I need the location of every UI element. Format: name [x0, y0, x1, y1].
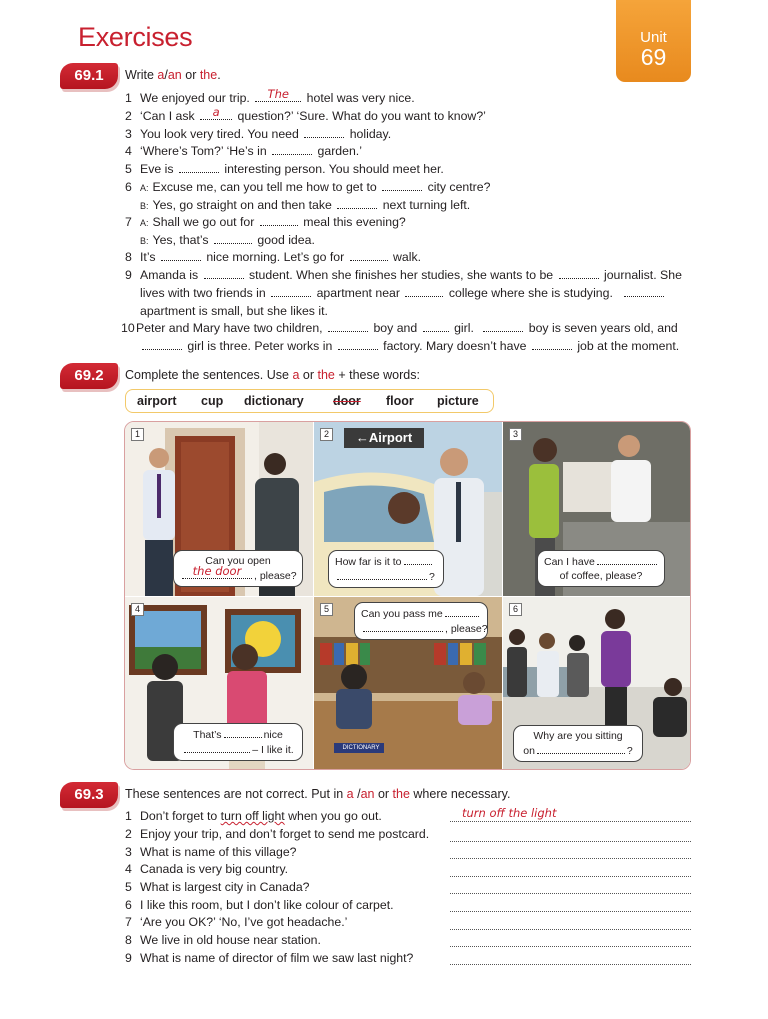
picture-panel: [503, 597, 691, 770]
exercise-line: 7 A: Shall we go out for meal this evening?: [125, 215, 406, 229]
correction-line: 3 What is name of this village?: [125, 845, 297, 859]
answer-blank[interactable]: [161, 250, 201, 261]
exercise-instructions: These sentences are not correct. Put in a /an or the where necessary.: [125, 787, 511, 801]
answer-line[interactable]: [450, 828, 691, 842]
answer-blank[interactable]: [328, 321, 368, 332]
panel-number: 3: [509, 428, 522, 441]
answer-line[interactable]: [450, 933, 691, 947]
picture-panel: [503, 422, 691, 596]
unit-label: Unit: [640, 29, 667, 46]
exercise-line: 1 We enjoyed our trip. The hotel was very nice.: [125, 87, 415, 105]
panel-number: 2: [320, 428, 333, 441]
answer-blank[interactable]: [272, 144, 312, 155]
answer-blank[interactable]: [350, 250, 388, 261]
picture-grid: [124, 421, 691, 770]
correction-line: 6 I like this room, but I don’t like colour of carpet.: [125, 898, 394, 912]
exercise-line: 10Peter and Mary have two children, boy and girl. boy is seven years old, and: [121, 321, 678, 335]
exercise-instructions: Complete the sentences. Use a or the + these words:: [125, 368, 420, 382]
word-item: airport: [137, 394, 177, 408]
correction-line: 5 What is largest city in Canada?: [125, 880, 310, 894]
picture-panel: [314, 597, 502, 770]
answer-blank[interactable]: [271, 286, 311, 297]
answer-blank[interactable]: [338, 339, 378, 350]
speech-bubble: Can I have of coffee, please?: [537, 550, 665, 587]
exercise-badge: 69.3: [60, 782, 118, 808]
exercise-instructions: Write a/an or the.: [125, 68, 221, 82]
word-item: dictionary: [244, 394, 304, 408]
correction-line: 4 Canada is very big country.: [125, 862, 289, 876]
word-item: cup: [201, 394, 224, 408]
answer-blank[interactable]: [260, 215, 298, 226]
answer-line[interactable]: [450, 916, 691, 930]
answer-blank[interactable]: [337, 198, 377, 209]
word-item: picture: [437, 394, 479, 408]
answer-blank[interactable]: The: [255, 91, 301, 102]
word-item: floor: [386, 394, 414, 408]
answer-blank[interactable]: [304, 127, 344, 138]
correction-line: 1 Don’t forget to turn off light when you go out.: [125, 809, 382, 823]
answer-blank[interactable]: [559, 268, 599, 279]
answer-blank[interactable]: [204, 268, 244, 279]
answer-line[interactable]: [450, 880, 691, 894]
answer-blank[interactable]: [382, 180, 422, 191]
page-title: Exercises: [78, 22, 193, 52]
exercise-line: lives with two friends in apartment near college where she is studying.: [125, 285, 666, 303]
exercise-badge: 69.2: [60, 363, 118, 389]
correction-line: 7 ‘Are you OK?’ ‘No, I’ve got headache.’: [125, 915, 348, 929]
answer-blank[interactable]: [142, 339, 182, 350]
panel-number: 5: [320, 603, 333, 616]
speech-bubble: Can you pass me , please?: [354, 602, 488, 640]
panel-number: 6: [509, 603, 522, 616]
airport-sign: ←Airport: [344, 428, 424, 448]
exercise-line: 2 ‘Can I ask a question?’ ‘Sure. What do you want to know?’: [125, 105, 486, 123]
unit-tab: [616, 0, 691, 82]
exercise-line: apartment is small, but she likes it.: [140, 304, 328, 318]
panel-number: 1: [131, 428, 144, 441]
exercise-line: 5 Eve is interesting person. You should meet her.: [125, 162, 444, 176]
exercise-line: B: Yes, that’s good idea.: [140, 233, 315, 247]
answer-blank[interactable]: a: [200, 109, 232, 120]
answer-line[interactable]: [450, 863, 691, 877]
speech-bubble: Why are you sitting on ?: [513, 725, 643, 762]
speech-bubble: Can you open the door , please?: [173, 550, 303, 587]
arrow-left-icon: ←: [355, 430, 369, 445]
word-box: [125, 389, 494, 413]
exercise-line: 4 ‘Where’s Tom?’ ‘He’s in garden.’: [125, 144, 362, 158]
correction-line: 9 What is name of director of film we saw last night?: [125, 951, 414, 965]
answer-line[interactable]: [450, 951, 691, 965]
answer-blank[interactable]: [179, 162, 219, 173]
speech-bubble: How far is it to ?: [328, 550, 444, 588]
correction-line: 2 Enjoy your trip, and don’t forget to send me postcard.: [125, 827, 430, 841]
panel-number: 4: [131, 603, 144, 616]
picture-panel: [125, 597, 313, 770]
exercise-line: girl is three. Peter works in factory. Mary doesn’t have job at the moment.: [125, 338, 679, 356]
answer-blank[interactable]: [483, 321, 523, 332]
exercise-line: 9 Amanda is student. When she finishes her studies, she wants to be journalist. She: [125, 268, 682, 282]
answer-blank[interactable]: [624, 286, 664, 297]
exercise-line: B: Yes, go straight on and then take next turning left.: [140, 198, 471, 212]
answer-line[interactable]: turn off the light: [450, 808, 691, 822]
exercise-badge: 69.1: [60, 63, 118, 89]
answer-line[interactable]: [450, 845, 691, 859]
picture-panel: [125, 422, 313, 596]
answer-blank[interactable]: [423, 321, 449, 332]
answer-line[interactable]: [450, 898, 691, 912]
picture-panel: [314, 422, 502, 596]
exercise-line: 6 A: Excuse me, can you tell me how to get to city centre?: [125, 180, 491, 194]
dictionary-book: DICTIONARY: [342, 745, 380, 751]
unit-number: 69: [640, 44, 667, 70]
exercise-line: 3 You look very tired. You need holiday.: [125, 127, 392, 141]
word-item: door: [333, 394, 361, 408]
exercise-line: 8 It’s nice morning. Let’s go for walk.: [125, 250, 422, 264]
answer-blank[interactable]: [532, 339, 572, 350]
answer-blank[interactable]: [214, 233, 252, 244]
correction-line: 8 We live in old house near station.: [125, 933, 321, 947]
speech-bubble: That’s nice – I like it.: [173, 723, 303, 761]
answer-blank[interactable]: [405, 286, 443, 297]
